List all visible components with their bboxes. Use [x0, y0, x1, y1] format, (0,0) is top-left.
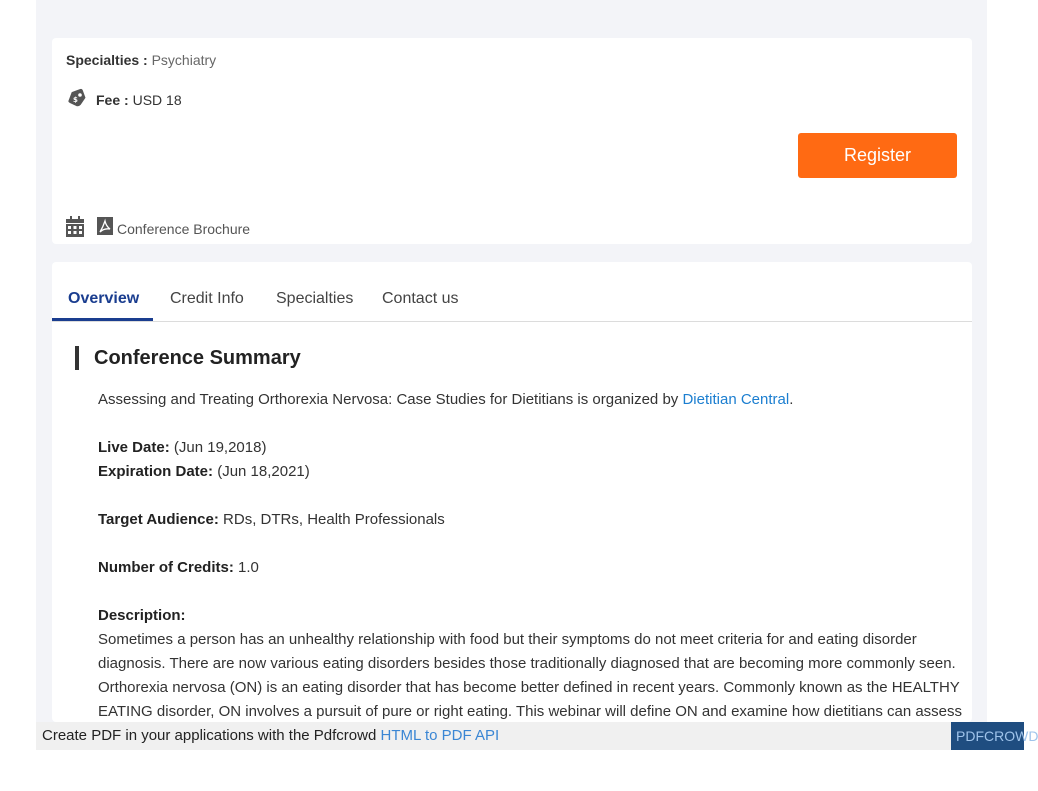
intro-end: .: [789, 391, 794, 408]
fee-line: [66, 89, 182, 110]
organizer-link[interactable]: Dietitian Central: [682, 391, 790, 408]
conference-brochure-link[interactable]: Conference Brochure: [117, 220, 251, 237]
expiration-date-label: Expiration Date:: [98, 463, 214, 480]
fee-label: Fee :: [96, 91, 129, 108]
live-date-value: (Jun 19,2018): [173, 439, 267, 456]
description-line: Sometimes a person has an unhealthy relationship with food but their symptoms do not meet criteria for and eating disorder: [98, 631, 917, 648]
svg-text:$: $: [73, 96, 78, 104]
target-audience-label: Target Audience:: [98, 511, 219, 528]
price-tag-icon: [66, 89, 96, 110]
description-line: EATING disorder, ON involves a pursuit of pure or right eating. This webinar will define ON and examine how dietitians can assess: [98, 703, 963, 720]
expiration-date-value: (Jun 18,2021): [217, 463, 310, 480]
live-date-label: Live Date:: [98, 439, 170, 456]
fee-value: USD 18: [132, 91, 182, 108]
live-date-line: [98, 436, 973, 460]
register-button[interactable]: Register: [798, 133, 957, 178]
section-title-bar: [75, 346, 79, 370]
credits-value: 1.0: [238, 559, 259, 576]
footer-text-wrap: [42, 727, 499, 744]
description-text: [98, 628, 973, 724]
pdf-file-icon[interactable]: [97, 217, 117, 240]
specialties-value: Psychiatry: [151, 52, 217, 68]
active-tab-indicator: [52, 318, 153, 321]
target-audience-line: [98, 508, 973, 532]
brochure-row: [66, 215, 250, 242]
target-audience-value: RDs, DTRs, Health Professionals: [223, 511, 445, 528]
pdfcrowd-badge[interactable]: PDFCROWD: [951, 722, 1024, 750]
html-to-pdf-api-link[interactable]: HTML to PDF API: [380, 727, 500, 744]
description-line: diagnosis. There are now various eating disorders besides those traditionally diagnosed that are becoming more commonly seen.: [98, 655, 956, 672]
specialties-line: [66, 52, 216, 68]
credits-label: Number of Credits:: [98, 559, 234, 576]
expiration-date-line: [98, 460, 973, 484]
tab-contact-us[interactable]: Contact us: [382, 290, 459, 307]
footer-text: Create PDF in your applications with the Pdfcrowd: [42, 727, 377, 744]
tab-overview[interactable]: Overview: [68, 290, 140, 307]
description-line: Orthorexia nervosa (ON) is an eating disorder that has become better defined in recent years. Commonly known as the HEALTHY: [98, 679, 960, 696]
intro-paragraph: [98, 388, 973, 412]
credits-line: [98, 556, 973, 580]
summary-content: [98, 388, 973, 724]
description-heading: [98, 604, 973, 628]
specialties-label: Specialties :: [66, 52, 148, 68]
intro-text: Assessing and Treating Orthorexia Nervosa: Case Studies for Dietitians is organized by: [98, 391, 679, 408]
details-tabs: [52, 278, 972, 322]
section-title: Conference Summary: [94, 347, 301, 369]
pdfcrowd-footer: [36, 722, 1024, 750]
tab-credit-info[interactable]: Credit Info: [170, 290, 244, 307]
description-label: Description:: [98, 607, 186, 624]
tab-specialties[interactable]: Specialties: [276, 290, 354, 307]
calendar-icon[interactable]: [66, 215, 97, 242]
